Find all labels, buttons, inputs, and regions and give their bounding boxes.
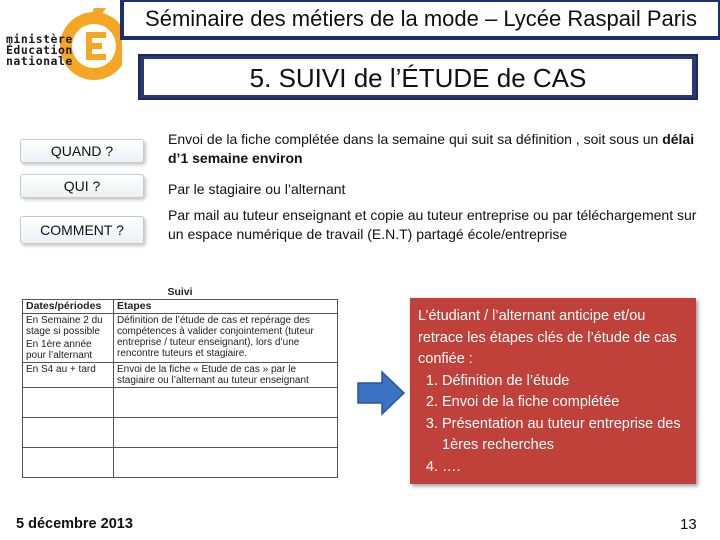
table-cell [114,418,338,448]
desc-qui: Par le stagiaire ou l’alternant [168,181,346,197]
table-cell [23,448,114,478]
label-quand: QUAND ? [20,139,144,163]
table-cell: Définition de l’étude de cas et repérage des compétences à valider conjointement (tuteur entreprise / tuteur enseignant), lors d’une rencontre tuteurs et stagiaire. [114,314,338,363]
table-row [23,448,338,478]
list-item: 3. Présentation au tuteur entreprise des 1ères recherches [442,414,690,457]
table-row [23,418,338,448]
desc-quand-bold: délai d’1 semaine environ [168,131,695,166]
suivi-header-etapes: Etapes [114,300,338,314]
table-cell [23,418,114,448]
label-qui: QUI ? [20,174,144,198]
seminar-banner-text: Séminaire des métiers de la mode – Lycée Raspail Paris [124,2,718,36]
list-item: 4. …. [442,457,690,479]
table-row [23,388,338,418]
table-row [23,314,338,363]
suivi-table [22,286,338,494]
table-cell [114,448,338,478]
list-item: 1. Définition de l’étude [442,371,690,393]
ministere-logo [2,0,122,86]
desc-comment: Par mail au tuteur enseignant et copie au tuteur entreprise ou par téléchargement sur un espace numérique de travail (E.N.T) partagé école/entreprise [168,207,697,242]
table-cell: En S4 au + tard [23,363,114,388]
label-comment: COMMENT ? [20,216,144,244]
table-cell [23,388,114,418]
seminar-banner [120,0,720,40]
slide-title: 5. SUIVI de l’ÉTUDE de CAS [144,59,692,95]
desc-quand-plain: Envoi de la fiche complétée dans la semaine qui suit sa définition , soit sous un [168,131,663,147]
suivi-table-title: Suivi [23,286,338,300]
logo-line-3: nationale [6,54,73,68]
page-number: 13 [680,516,697,533]
slide-title-banner [138,54,698,100]
table-cell-text: En Semaine 2 du stage si possible [26,315,103,337]
suivi-header-dates: Dates/périodes [23,300,114,314]
table-cell [23,314,114,363]
table-cell-text: En 1ère année pour l’alternant [26,339,93,361]
table-row [23,363,338,388]
desc-quand [168,130,698,168]
logo-line-1: ministère [6,32,73,46]
logo-line-2: Éducation [6,43,73,57]
footer-date: 5 décembre 2013 [16,516,133,532]
table-cell [114,388,338,418]
list-item: 2. Envoi de la fiche complétée [442,392,690,414]
steps-callout [410,298,696,484]
steps-list [418,371,690,479]
table-cell: Envoi de la fiche « Etude de cas » par le stagiaire ou l’alternant au tuteur enseignant [114,363,338,388]
steps-intro: L’étudiant / l’alternant anticipe et/ou retrace les étapes clés de l’étude de cas confiée : [418,308,677,367]
right-arrow-icon [356,370,406,416]
